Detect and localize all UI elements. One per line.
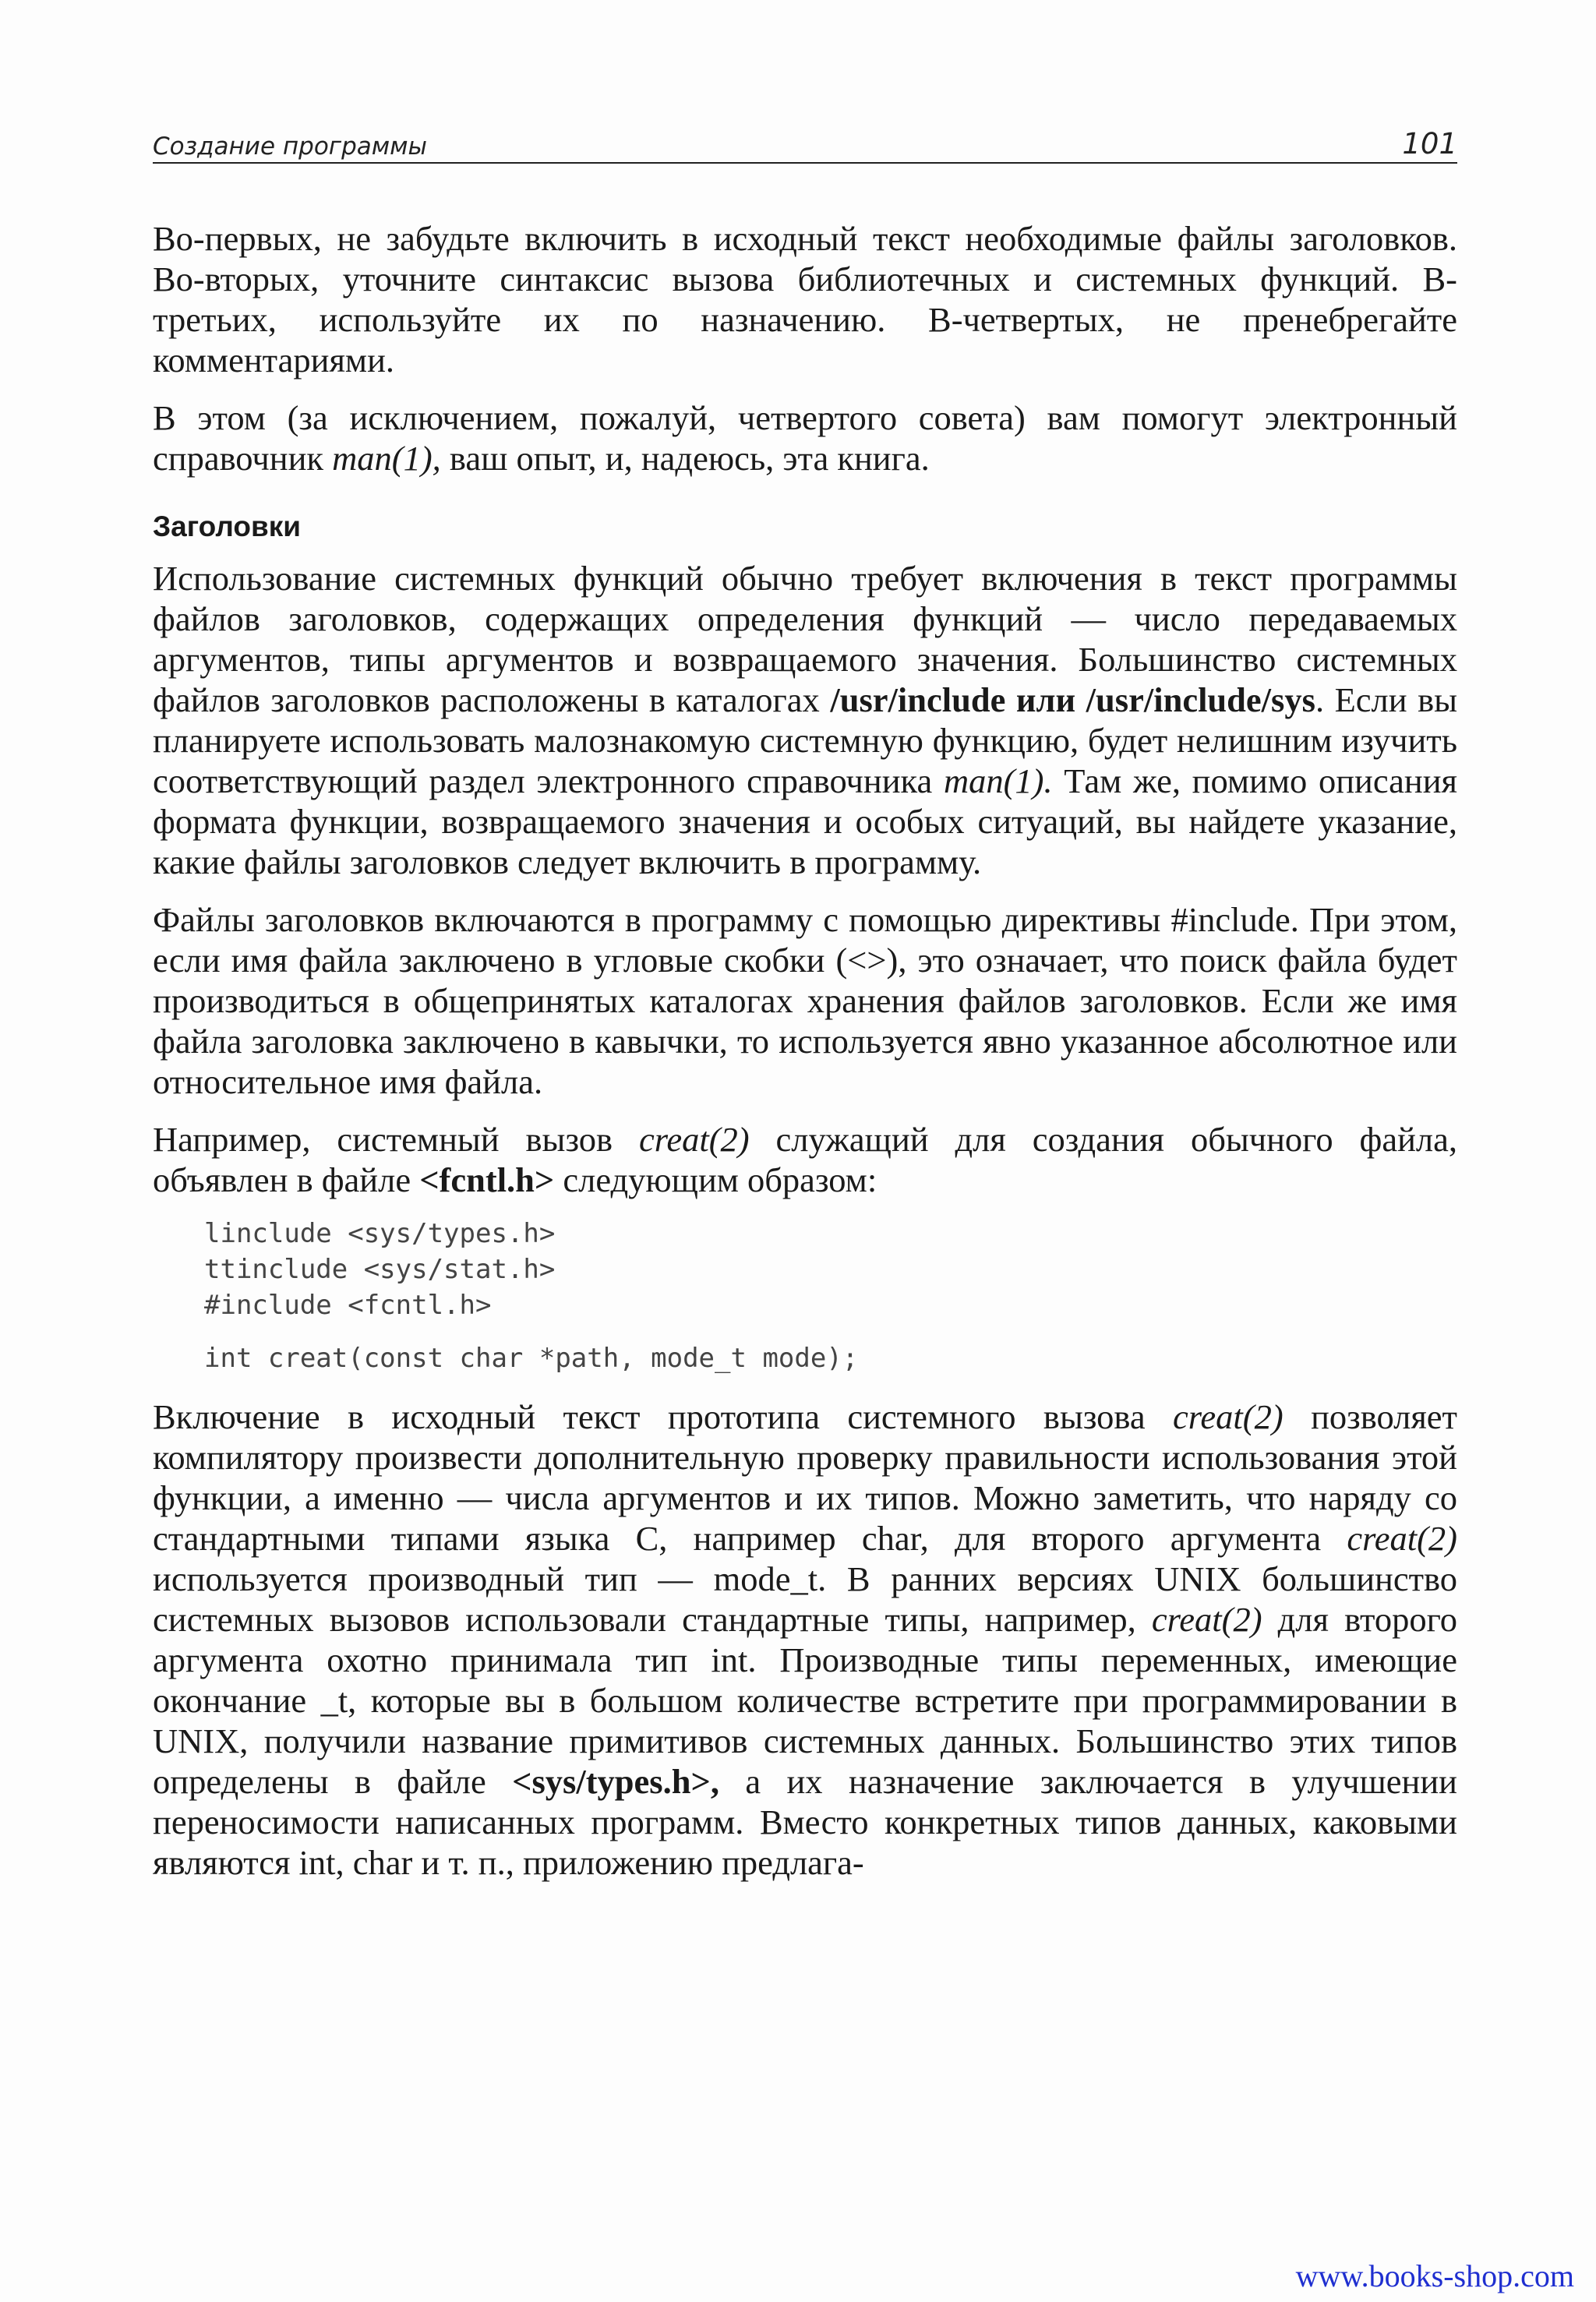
text-run: . Если вы планируете использовать малознакомую системную функцию, будет нелишним изучить соответствующий раздел электронного справочника [153, 680, 1457, 800]
page-number: 101 [1402, 127, 1457, 161]
text-run: для второго аргумента охотно принимала тип int. Производные типы переменных, имеющие окончание _t, которые вы в большом количестве встретите при программировании в UNIX, получили название примитивов системных данных. Большинство этих типов определены в файле [153, 1600, 1457, 1801]
syscall-reference: creat(2) [638, 1120, 750, 1159]
text-run: Включение в исходный текст прототипа системного вызова [153, 1397, 1174, 1436]
code-listing [204, 1216, 1457, 1376]
paragraph-include-directive: Файлы заголовков включаются в программу с помощью директивы #include. При этом, если имя файла заключено в угловые скобки (<>), это означает, что поиск файла будет производиться в общепринятых каталогах хранения файлов заголовков. Если же имя файла заголовка заключено в кавычки, то используется явно указанное абсолютное или относительное имя файла. [153, 900, 1457, 1101]
code-line: ttinclude <sys/stat.h> [204, 1254, 556, 1285]
syscall-reference: creat(2) [1151, 1600, 1262, 1639]
text-run: В этом (за исключением, пожалуй, четвертого совета) вам помогут электронный справочник [153, 398, 1457, 478]
syscall-reference: creat(2) [1173, 1397, 1284, 1436]
man-page-reference: man(1), [332, 439, 441, 478]
paragraph-headers-intro [153, 558, 1457, 882]
section-heading: Заголовки [153, 510, 301, 542]
running-header [153, 125, 1457, 164]
paragraph-advice: Во-первых, не забудьте включить в исходный текст необходимые файлы заголовков. Во-вторых, уточните синтаксис вызова библиотечных и системных функций. В-третьих, используйте их по назначению. В-четвертых, не пренебрегайте комментариями. [153, 219, 1457, 380]
code-line: #include <fcntl.h> [204, 1290, 492, 1321]
page-body [153, 218, 1457, 1900]
syscall-reference: creat(2) [1347, 1519, 1457, 1558]
running-header-title: Создание программы [153, 132, 427, 161]
code-line: int creat(const char *path, mode_t mode); [204, 1343, 859, 1374]
man-page-reference: man(1). [943, 761, 1053, 800]
watermark-url[interactable]: www.books-shop.com [1295, 2258, 1574, 2293]
include-directories: /usr/include или /usr/include/sys [830, 680, 1315, 719]
text-run: используется производный тип — mode_t. В ранних версиях UNIX большинство системных вызовов использовали стандартные типы, например, [153, 1559, 1457, 1639]
paragraph-reference [153, 397, 1457, 478]
text-run: а их назначение заключается в улучшении переносимости написанных программ. Вместо конкретных типов данных, каковыми являются int, char и т. п., приложению предлага- [153, 1762, 1457, 1882]
header-file-name: <sys/types.h>, [512, 1762, 719, 1801]
paragraph-creat-example [153, 1119, 1457, 1200]
text-run: позволяет компилятору произвести дополнительную проверку правильности использования этой функции, а именно — числа аргументов и их типов. Можно заметить, что наряду со стандартными типами языка С, например char, для второго аргумента [153, 1397, 1457, 1558]
text-run: Там же, помимо описания формата функции, возвращаемого значения и особых ситуаций, вы найдете указание, какие файлы заголовков следует включить в программу. [153, 761, 1457, 881]
text-run: служащий для создания обычного файла, объявлен в файле [153, 1120, 1457, 1199]
paragraph-prototype [153, 1396, 1457, 1883]
text-run: следующим образом: [554, 1160, 877, 1199]
code-spacer [204, 1323, 1457, 1340]
code-line: linclude <sys/types.h> [204, 1218, 556, 1249]
text-run: Например, системный вызов [153, 1120, 639, 1159]
text-run: Использование системных функций обычно требует включения в текст программы файлов заголовков, содержащих определения функций — число передаваемых аргументов, типы аргументов и возвращаемого значения. Большинство системных файлов заголовков расположены в каталогах [153, 559, 1457, 719]
header-file-name: <fcntl.h> [419, 1160, 555, 1199]
text-run: ваш опыт, и, надеюсь, эта книга. [440, 439, 930, 478]
